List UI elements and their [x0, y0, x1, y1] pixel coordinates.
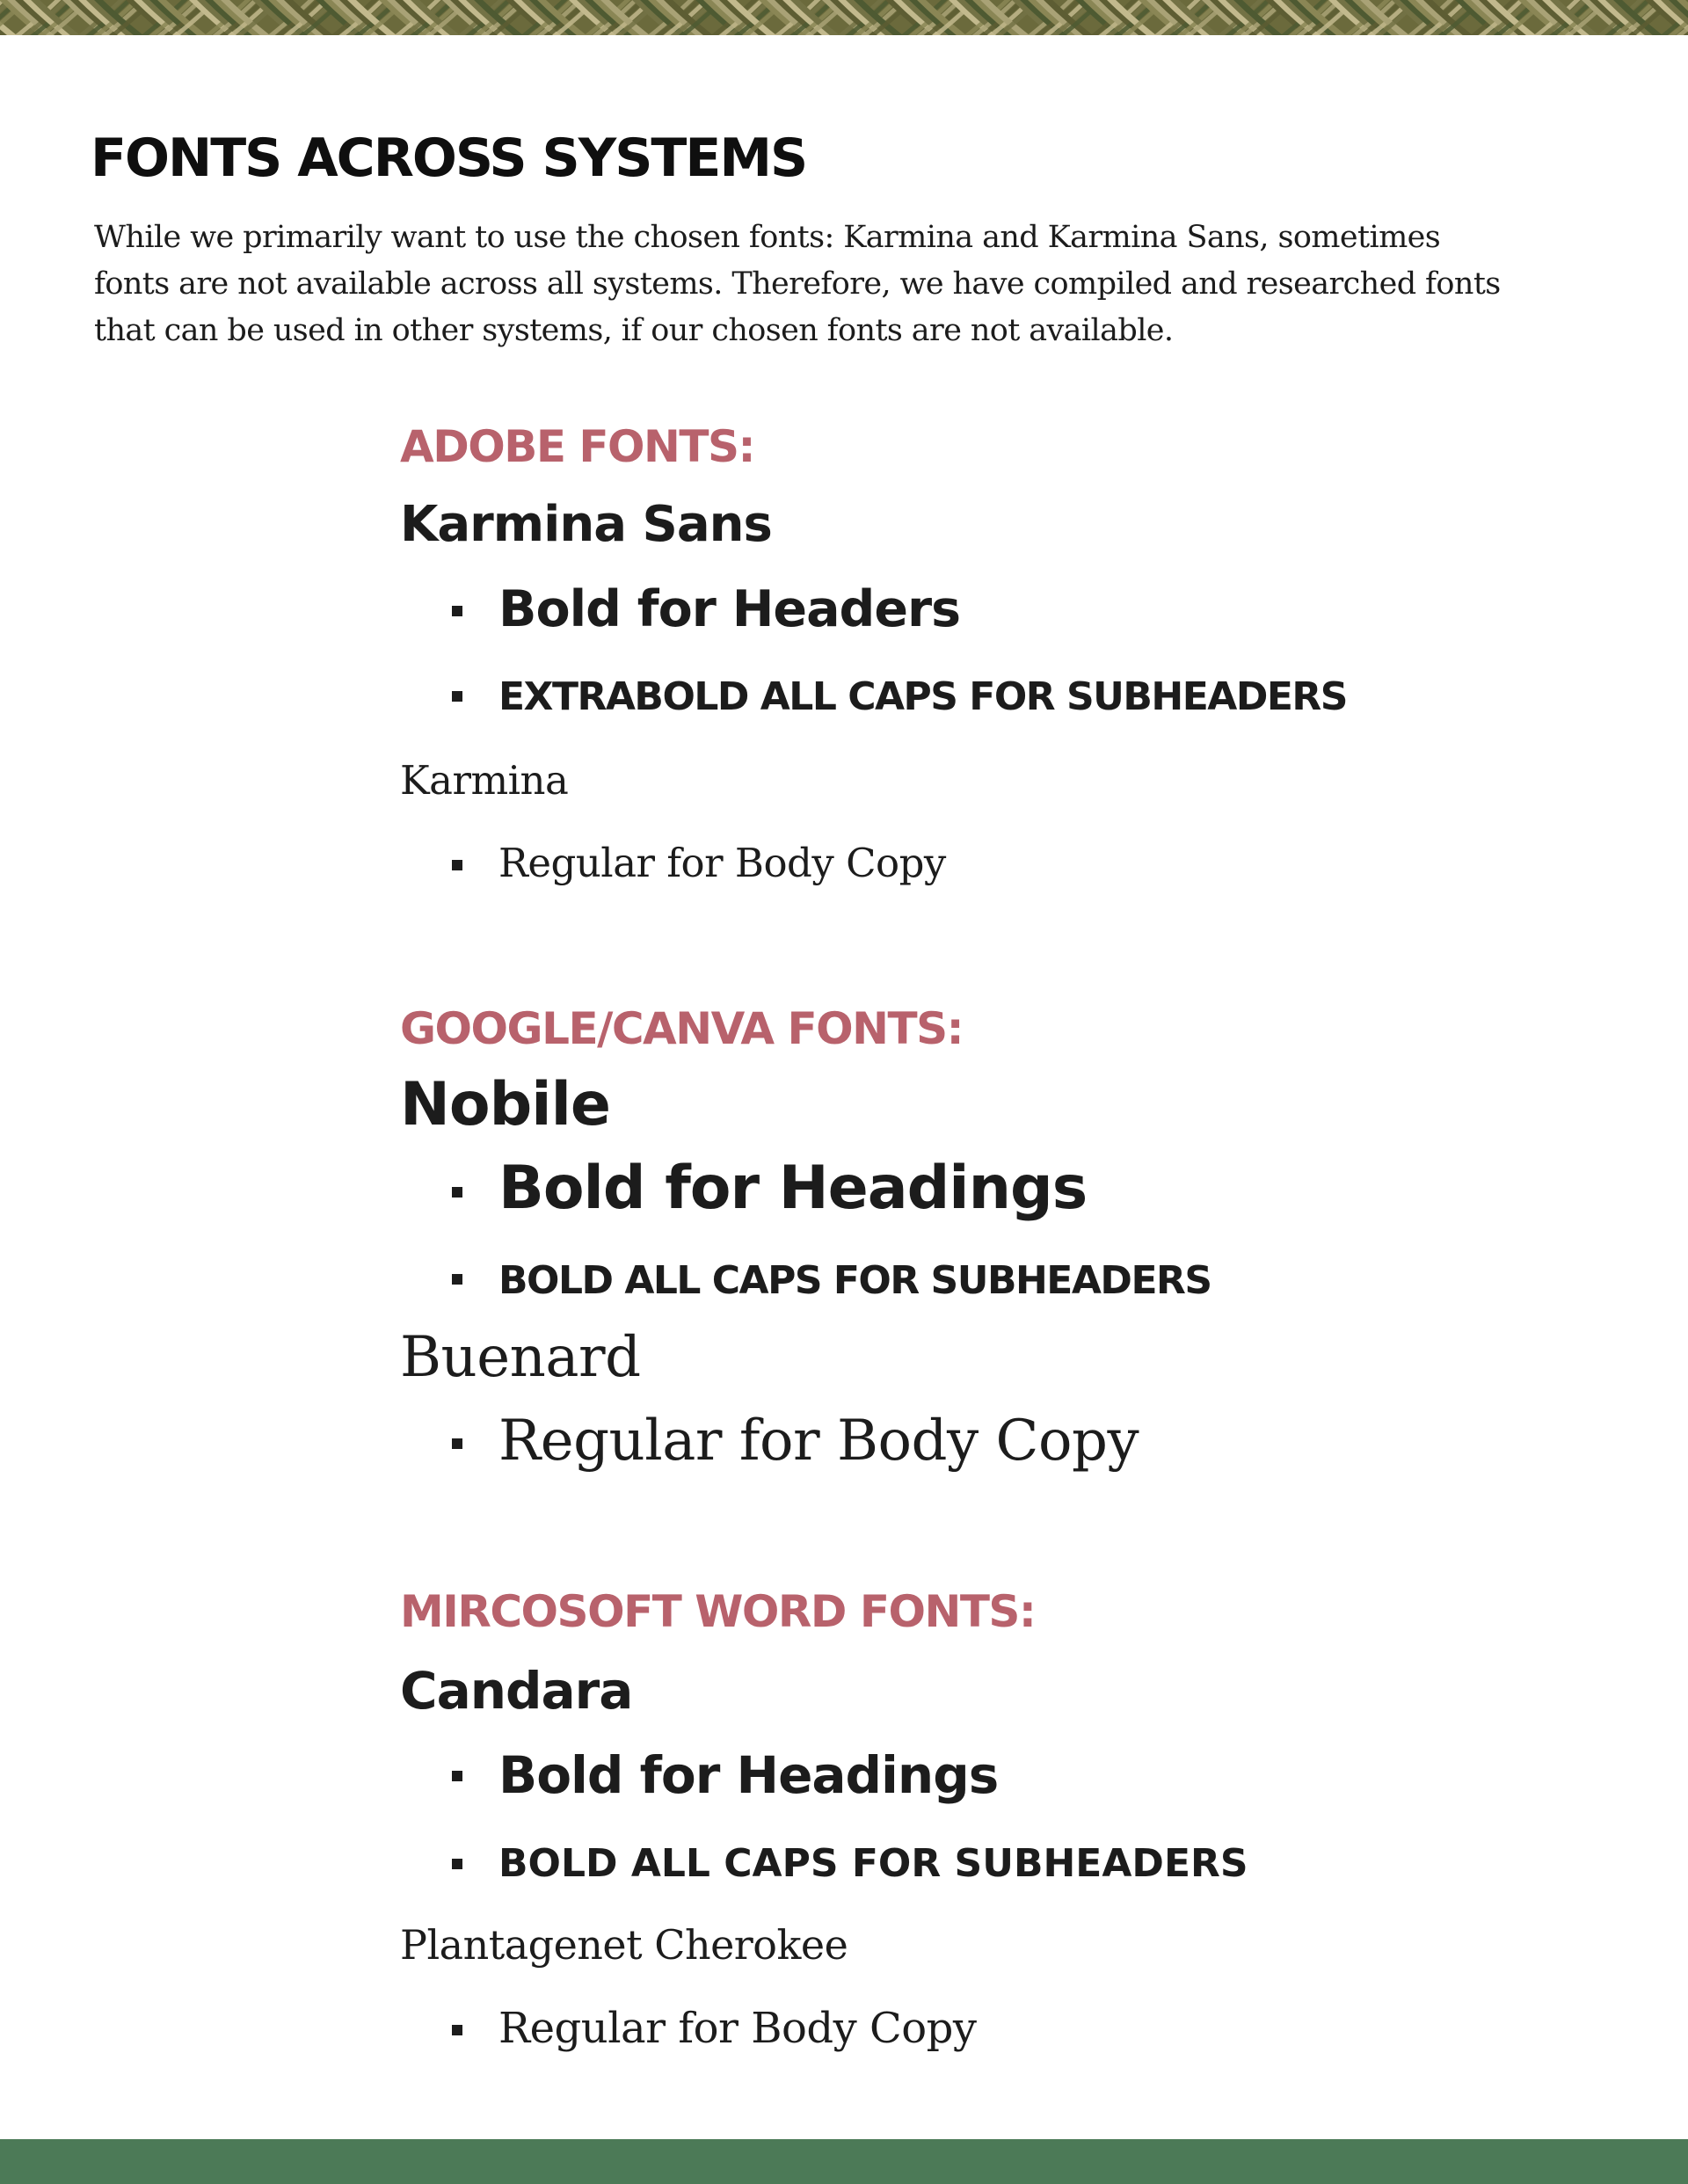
bullet-icon	[452, 2025, 462, 2035]
font-usage-item: Bold for Headers	[498, 580, 961, 638]
section-heading: MIRCOSOFT WORD FONTS:	[400, 1586, 1036, 1637]
section-heading: GOOGLE/CANVA FONTS:	[400, 1003, 964, 1054]
font-usage-item: EXTRABOLD ALL CAPS FOR SUBHEADERS	[498, 674, 1347, 719]
font-usage-item: Regular for Body Copy	[498, 840, 946, 886]
intro-paragraph	[94, 215, 1589, 354]
page-title: FONTS ACROSS SYSTEMS	[91, 127, 807, 189]
section-heading: ADOBE FONTS:	[400, 421, 754, 472]
bullet-icon	[452, 860, 462, 870]
font-usage-item: Bold for Headings	[498, 1154, 1088, 1223]
bullet-icon	[452, 1187, 462, 1198]
intro-line: While we primarily want to use the chosen fonts: Karmina and Karmina Sans, sometimes	[94, 220, 1441, 255]
bullet-icon	[452, 691, 462, 702]
body-font-name: Karmina	[400, 757, 569, 804]
font-usage-item: BOLD ALL CAPS FOR SUBHEADERS	[498, 1258, 1211, 1303]
heading-font-name: Karmina Sans	[400, 496, 772, 553]
font-usage-item: Regular for Body Copy	[498, 2004, 977, 2053]
bullet-icon	[452, 1274, 462, 1285]
font-usage-item: Regular for Body Copy	[498, 1409, 1139, 1474]
intro-line: that can be used in other systems, if our chosen fonts are not available.	[94, 313, 1174, 348]
intro-line: fonts are not available across all systems. Therefore, we have compiled and researched fonts	[94, 266, 1501, 302]
heading-font-name: Nobile	[400, 1070, 611, 1139]
body-font-name: Buenard	[400, 1325, 641, 1390]
bullet-icon	[452, 1771, 462, 1781]
heading-font-name: Candara	[400, 1661, 633, 1721]
bullet-icon	[452, 1859, 462, 1869]
font-usage-item: BOLD ALL CAPS FOR SUBHEADERS	[498, 1841, 1248, 1886]
footer-bar	[0, 2139, 1688, 2184]
bullet-icon	[452, 1438, 462, 1449]
font-usage-item: Bold for Headings	[498, 1745, 999, 1805]
body-font-name: Plantagenet Cherokee	[400, 1921, 848, 1969]
woven-top-border	[0, 0, 1688, 46]
bullet-icon	[452, 606, 462, 616]
